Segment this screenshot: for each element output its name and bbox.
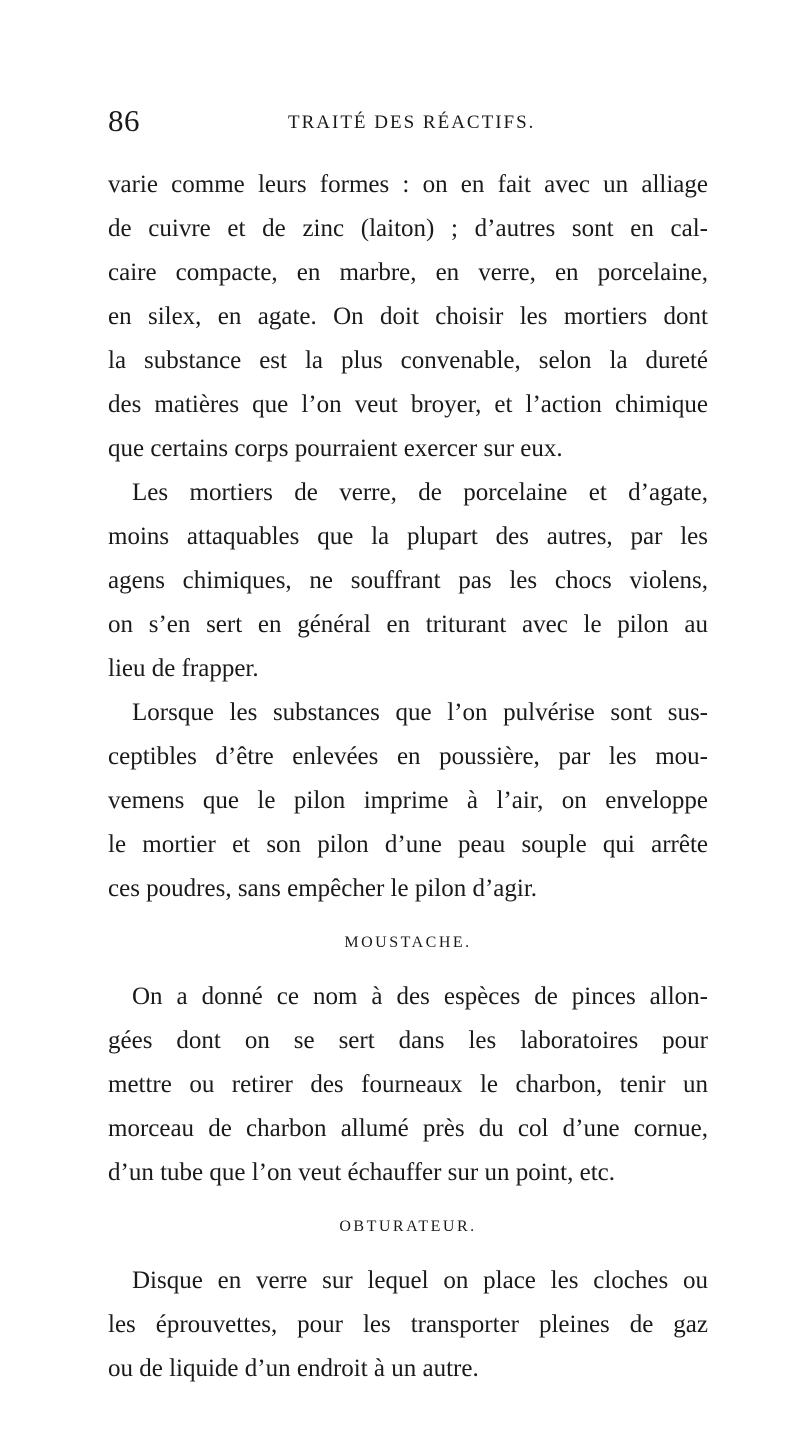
paragraph-mortar-materials (108, 163, 708, 471)
text-line: d’un tube que l’on veut échauffer sur un point, etc. (108, 1159, 616, 1186)
section-heading: OBTURATEUR. (339, 1218, 477, 1235)
text-line: la substance est la plus convenable, selon la dureté (108, 347, 708, 374)
page-header (108, 103, 708, 143)
text-line: lieu de frapper. (108, 655, 259, 682)
running-title: TRAITÉ DES RÉACTIFS. (288, 112, 536, 133)
text-line: Les mortiers de verre, de porcelaine et d’agate, (132, 479, 708, 506)
text-line: gées dont on se sert dans les laboratoires pour (108, 1027, 708, 1054)
text-line: ces poudres, sans empêcher le pilon d’agir. (108, 875, 538, 902)
text-line: Lorsque les substances que l’on pulvérise sont sus- (132, 699, 708, 726)
text-line: des matières que l’on veut broyer, et l’action chimique (108, 391, 708, 418)
text-line: le mortier et son pilon d’une peau souple qui arrête (108, 831, 708, 858)
text-line: on s’en sert en général en triturant avec le pilon au (108, 611, 708, 638)
section-heading: MOUSTACHE. (344, 934, 472, 951)
text-line: agens chimiques, ne souffrant pas les chocs violens, (108, 567, 708, 594)
text-line: ceptibles d’être enlevées en poussière, par les mou- (108, 743, 708, 770)
text-line: les éprouvettes, pour les transporter pleines de gaz (108, 1311, 708, 1338)
text-line: morceau de charbon allumé près du col d’une cornue, (108, 1115, 708, 1142)
text-line: ou de liquide d’un endroit à un autre. (108, 1355, 479, 1382)
text-line: que certains corps pourraient exercer sur eux. (108, 435, 563, 462)
paragraph-dust-protection (108, 691, 708, 911)
text-line: en silex, en agate. On doit choisir les mortiers dont (108, 303, 708, 330)
text-line: Disque en verre sur lequel on place les cloches ou (132, 1267, 708, 1294)
section-moustache (108, 911, 708, 1195)
text-line: caire compacte, en marbre, en verre, en porcelaine, (108, 259, 708, 286)
text-line: vemens que le pilon imprime à l’air, on enveloppe (108, 787, 708, 814)
text-line: On a donné ce nom à des espèces de pinces allon- (132, 983, 708, 1010)
paragraph-glass-mortars (108, 471, 708, 691)
body-text (108, 163, 708, 1391)
section-obturateur (108, 1195, 708, 1391)
text-line: de cuivre et de zinc (laiton) ; d’autres sont en cal- (108, 215, 708, 242)
page-number: 86 (108, 103, 140, 138)
text-line: moins attaquables que la plupart des autres, par les (108, 523, 708, 550)
text-line: varie comme leurs formes : on en fait avec un alliage (108, 171, 708, 198)
text-line: mettre ou retirer des fourneaux le charbon, tenir un (108, 1071, 708, 1098)
